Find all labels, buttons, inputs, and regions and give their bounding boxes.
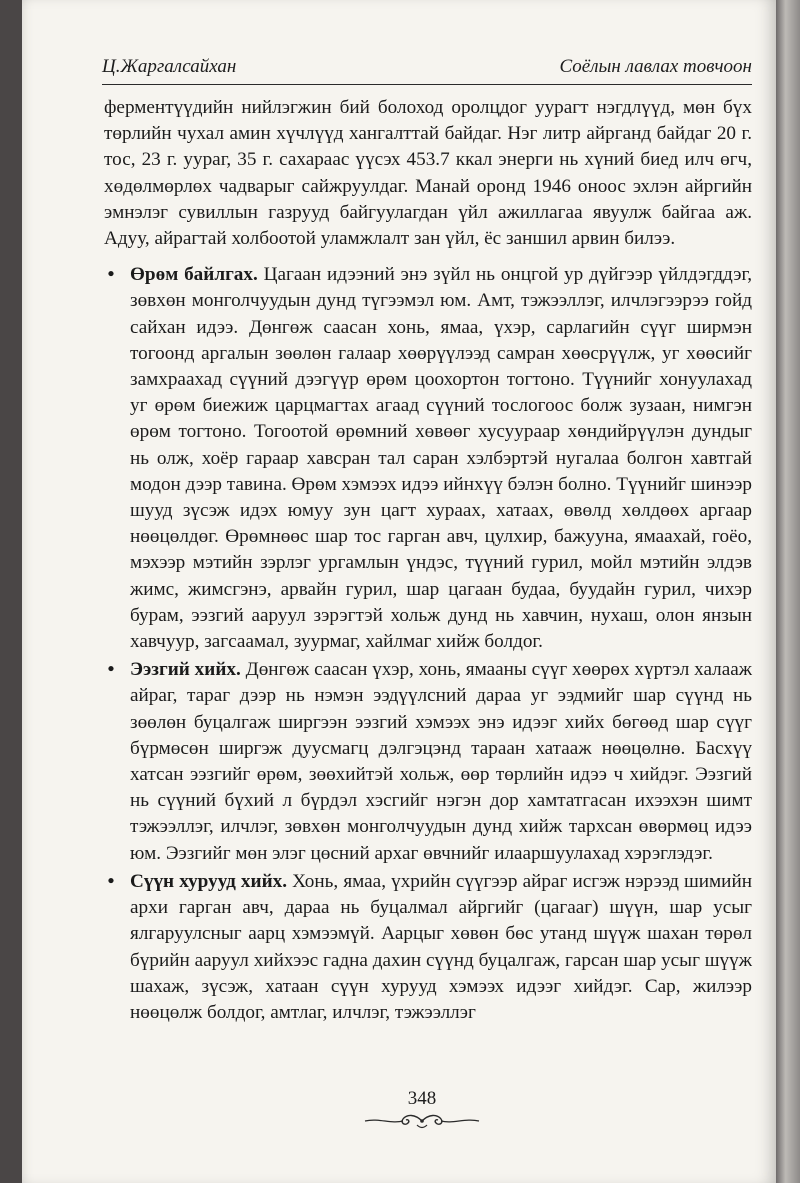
intro-paragraph: ферментүүдийн нийлэгжин бий болоход оролцдог уурагт нэгдлүүд, мөн бүх төрлийн чухал амин хүчлүүд хангалттай байдаг. Нэг литр айрганд байдаг 20 г. тос, 23 г. уураг, 35 г. сахараас үүсэх 453.7 ккал энерги нь хүний биед илч өгч, хөдөлмөрлөх чадварыг сайжруулдаг. Манай оронд 1946 оноос эхлэн айргийн эмнэлэг сувиллын газрууд байгуулагдан үйл ажиллагаа явуулж байгаа аж. Адуу, айрагтай холбоотой уламжлалт зан үйл, ёс заншил арвин билээ. xyxy=(104,97,752,250)
ornament-flourish-icon xyxy=(357,1110,487,1132)
item-term: Сүүн хурууд хийх. xyxy=(130,870,288,892)
running-header xyxy=(102,54,752,85)
header-book-title: Соёлын лавлах товчоон xyxy=(559,56,752,77)
list-item-suun-khuruud xyxy=(104,869,752,1026)
bullet-list xyxy=(104,262,752,1026)
bullet-icon: • xyxy=(107,264,115,286)
item-text: Дөнгөж саасан үхэр, хонь, ямааны сүүг хөөрөх хүртэл халааж айраг, тараг дээр нь нэмэн ээдүүлсний дараа уг ээдмийг шар сүүнд нь зөөлөн буцалгаж ширгээн ээзгий хэмээх энэ идээг хийх бөгөөд шар сүүг бүрмөсөн ширгэж дуусмагц дэлгэцэнд тараан хатааж нөөцөлнө. Басхүү хатсан ээзгийг өрөм, зөөхийтэй хольж, өөр төрлийн идээ ч хийдэг. Ээзгий нь сүүний бүхий л бүрдэл хэсгийг нэгэн дор хамтатгасан ихээхэн шимт тэжээллэг, илчлэг, зөвхөн монголчуудын дунд хийж тархсан өвөрмөц идээ юм. Ээзгийг мөн элэг цөсний архаг өвчнийг илааршуулахад хэрэглэдэг. xyxy=(130,659,753,864)
bullet-icon: • xyxy=(107,659,115,681)
page-number: 348 xyxy=(407,1088,437,1109)
list-item-orom xyxy=(104,262,752,655)
item-term: Өрөм байлгах. xyxy=(130,264,258,286)
page-edge xyxy=(776,0,800,1183)
book-page xyxy=(22,0,778,1183)
item-text: Цагаан идээний энэ зүйл нь онцгой ур дүйгээр үйлдэгддэг, зөвхөн монголчуудын дунд түгээмэл юм. Амт, тэжээллэг, илчлэгээрээ гойд сайхан идээ. Дөнгөж саасан хонь, ямаа, үхэр, сарлагийн сүүг ширмэн тогоонд аргалын зөөлөн галаар хөөрүүлээд самран хөөсрүүлж, уг хөөсийг замхраахад сүүний дээгүүр өрөм цоохортон тогтоно. Түүнийг хонуулахад уг өрөм биежиж царцмагтах агаад сүүний тослогоос болж зузаан, нимгэн өрөм тогтоно. Тогоотой өрөмний хөвөөг хусуураар хөндийрүүлэн дундыг нь олж, хоёр гараар хавсран тал саран хэлбэртэй нугалаа болгон хавтгай модон дээр тавина. Өрөм хэмээх идээ ийнхүү бэлэн болно. Түүнийг шинээр шууд зүсэж идэх юмуу зун цагт хураах, хатаах, өвөлд хөлдөөх аргаар нөөцөлдөг. Өрөмнөөс шар тос гарган авч, цулхир, бажууна, ямаахай, гоёо, мэхээр мэтийн зэрлэг ургамлын үндэс, түүний гурил, мойл мэтийн элдэв жимс, жимсгэнэ, арвайн гурил, шар цагаан будаа, буудайн гурил, чихэр бурам, ээзгий ааруул зэрэгтэй хольж дунд нь хавчин, нухаш, олон янзын хавчуур, загсаамал, зуурмаг, хайлмаг хийж болдог. xyxy=(130,264,753,653)
bullet-icon: • xyxy=(107,870,115,892)
header-author: Ц.Жаргалсайхан xyxy=(102,56,237,77)
item-term: Ээзгий хийх. xyxy=(130,659,241,681)
page-body xyxy=(104,95,752,1028)
item-text: Хонь, ямаа, үхрийн сүүгээр айраг исгэж нэрээд шимийн архи гарган авч, дараа нь буцалмал айргийг (цагааг) шүүн, шар усыг ялгаруулсныг аарц хэмээмүй. Аарцыг хөвөн бөс утанд шүүж шахан төрөл бүрийн ааруул хийхээс гадна дахин сүүнд буцалгаж, гарсан шар усыг шүүж шахаж, зүсэж, хатаан сүүн хурууд хэмээх идээг хийдэг. Сар, жилээр нөөцөлж болдог, амтлаг, илчлэг, тэжээллэг xyxy=(130,870,752,1023)
list-item-eezgii xyxy=(104,657,752,867)
page-footer xyxy=(352,1088,492,1138)
